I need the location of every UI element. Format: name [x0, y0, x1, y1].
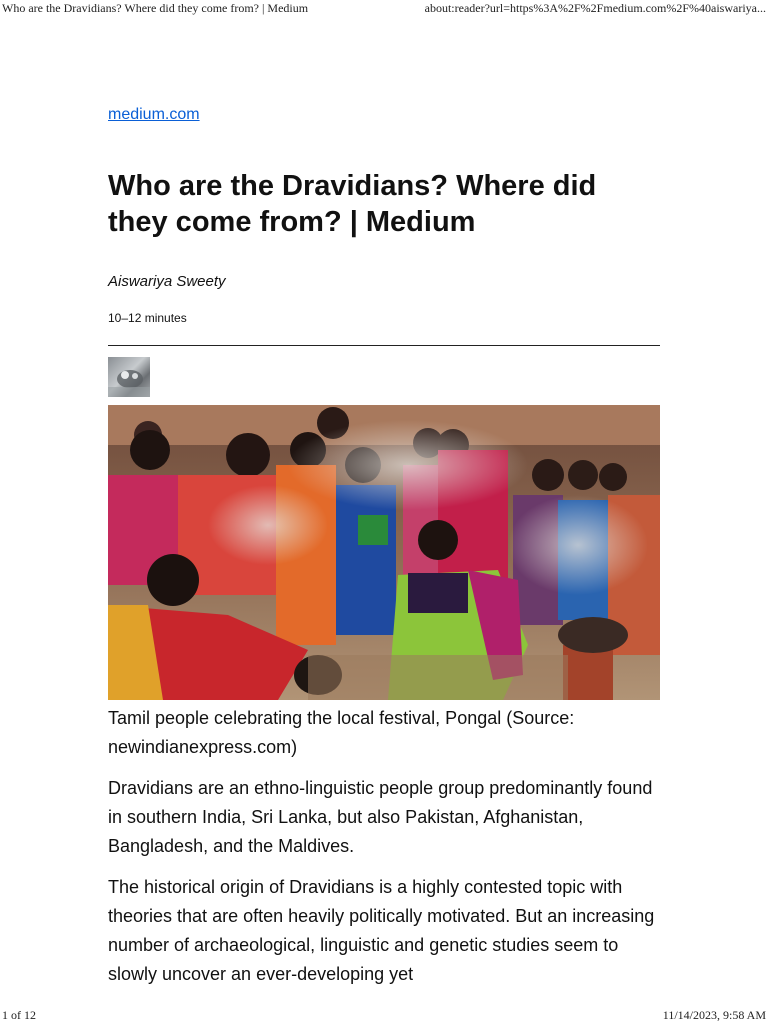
print-footer [0, 1006, 768, 1024]
image-caption: Tamil people celebrating the local festival, Pongal (Source: newindianexpress.com) [108, 708, 575, 757]
reader-article [108, 106, 660, 989]
domain-link[interactable]: medium.com [108, 106, 200, 123]
print-page-title: Who are the Dravidians? Where did they come from? | Medium [2, 1, 309, 15]
print-timestamp: 11/14/2023, 9:58 AM [662, 1008, 766, 1022]
article-author: Aiswariya Sweety [108, 273, 226, 290]
hero-image-pongal-festival [108, 405, 660, 700]
reading-time: 10–12 minutes [108, 311, 187, 325]
print-header [0, 0, 768, 16]
page-indicator: 1 of 12 [2, 1008, 36, 1022]
print-url: about:reader?url=https%3A%2F%2Fmedium.com%2F%40aiswariya... [424, 1, 766, 15]
article-paragraph: Dravidians are an ethno-linguistic people group predominantly found in southern India, Sri Lanka, but also Pakistan, Afghanistan, Bangladesh, and the Maldives. [108, 778, 653, 856]
article-paragraph: The historical origin of Dravidians is a highly contested topic with theories that are often heavily politically motivated. But an increasing number of archaeological, linguistic and genetic studies seem to slowly uncover an ever-developing yet [108, 877, 655, 984]
author-avatar [108, 357, 150, 397]
header-divider [108, 345, 660, 346]
article-title: Who are the Dravidians? Where did they come from? | Medium [108, 170, 597, 238]
